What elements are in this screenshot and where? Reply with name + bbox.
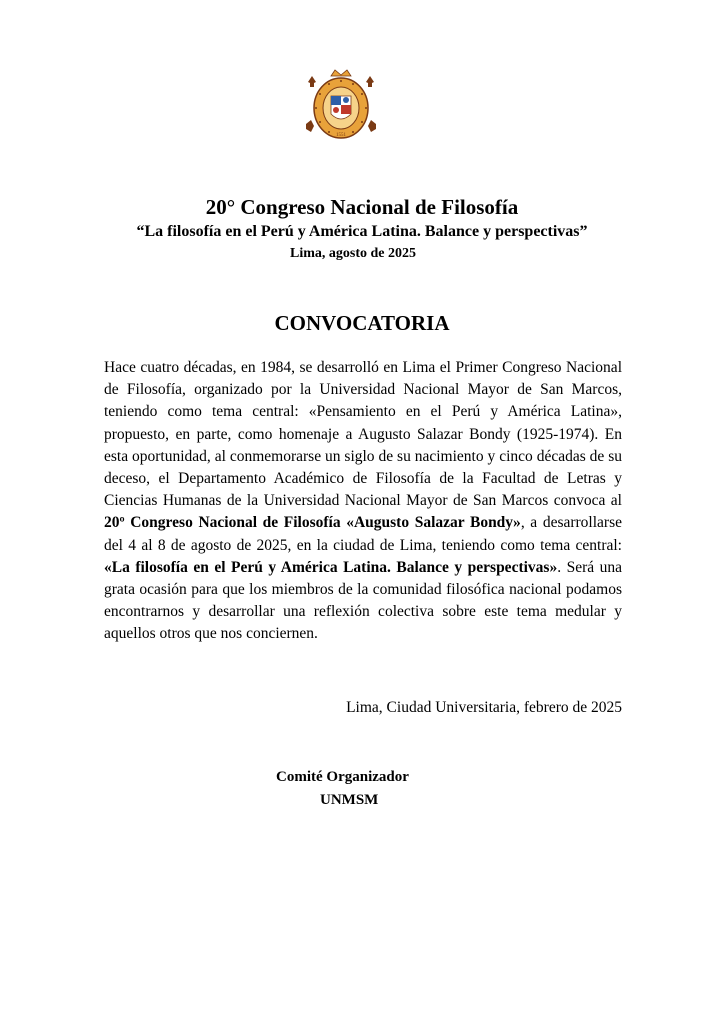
body-bold-congress-name: 20º Congreso Nacional de Filosofía «Augusto Salazar Bondy» <box>104 514 521 532</box>
congress-title: 20° Congreso Nacional de Filosofía <box>205 195 519 219</box>
svg-text:1551: 1551 <box>336 133 346 138</box>
congress-subtitle: “La filosofía en el Perú y América Latina. Balance y perspectivas” <box>136 223 588 240</box>
convocatoria-body <box>104 357 622 646</box>
signature-committee: Comité Organizador <box>276 769 409 785</box>
congress-place-date: Lima, agosto de 2025 <box>290 246 416 261</box>
body-text-part-2: , a desarrollarse del 4 al 8 de agosto de 2025, en la ciudad de Lima, teniendo como tema central: <box>104 514 622 554</box>
body-bold-theme: «La filosofía en el Perú y América Latina. Balance y perspectivas» <box>104 558 558 576</box>
closing-place-date: Lima, Ciudad Universitaria, febrero de 2025 <box>346 699 622 716</box>
signature-organization: UNMSM <box>320 792 379 808</box>
body-text-part-1: Hace cuatro décadas, en 1984, se desarrolló en Lima el Primer Congreso Nacional de Filosofía, organizado por la Universidad Nacional Mayor de San Marcos, teniendo como tema central: «Pensamiento en el Perú y América Latina», propuesto, en parte, como homenaje a Augusto Salazar Bondy (1925-1974). En esta oportunidad, al conmemorarse un siglo de su nacimiento y cinco décadas de su deceso, el Departamento Académico de Filosofía de la Facultad de Letras y Ciencias Humanas de la Universidad Nacional Mayor de San Marcos convoca al <box>104 359 622 510</box>
convocatoria-heading: CONVOCATORIA <box>274 311 450 335</box>
body-text-part-3: . Será una grata ocasión para que los miembros de la comunidad filosófica nacional podamos encontrarnos y desarrollar una reflexión colectiva sobre este tema medular y aquellos otros que nos conciernen. <box>104 558 622 643</box>
university-seal-icon <box>298 68 384 144</box>
